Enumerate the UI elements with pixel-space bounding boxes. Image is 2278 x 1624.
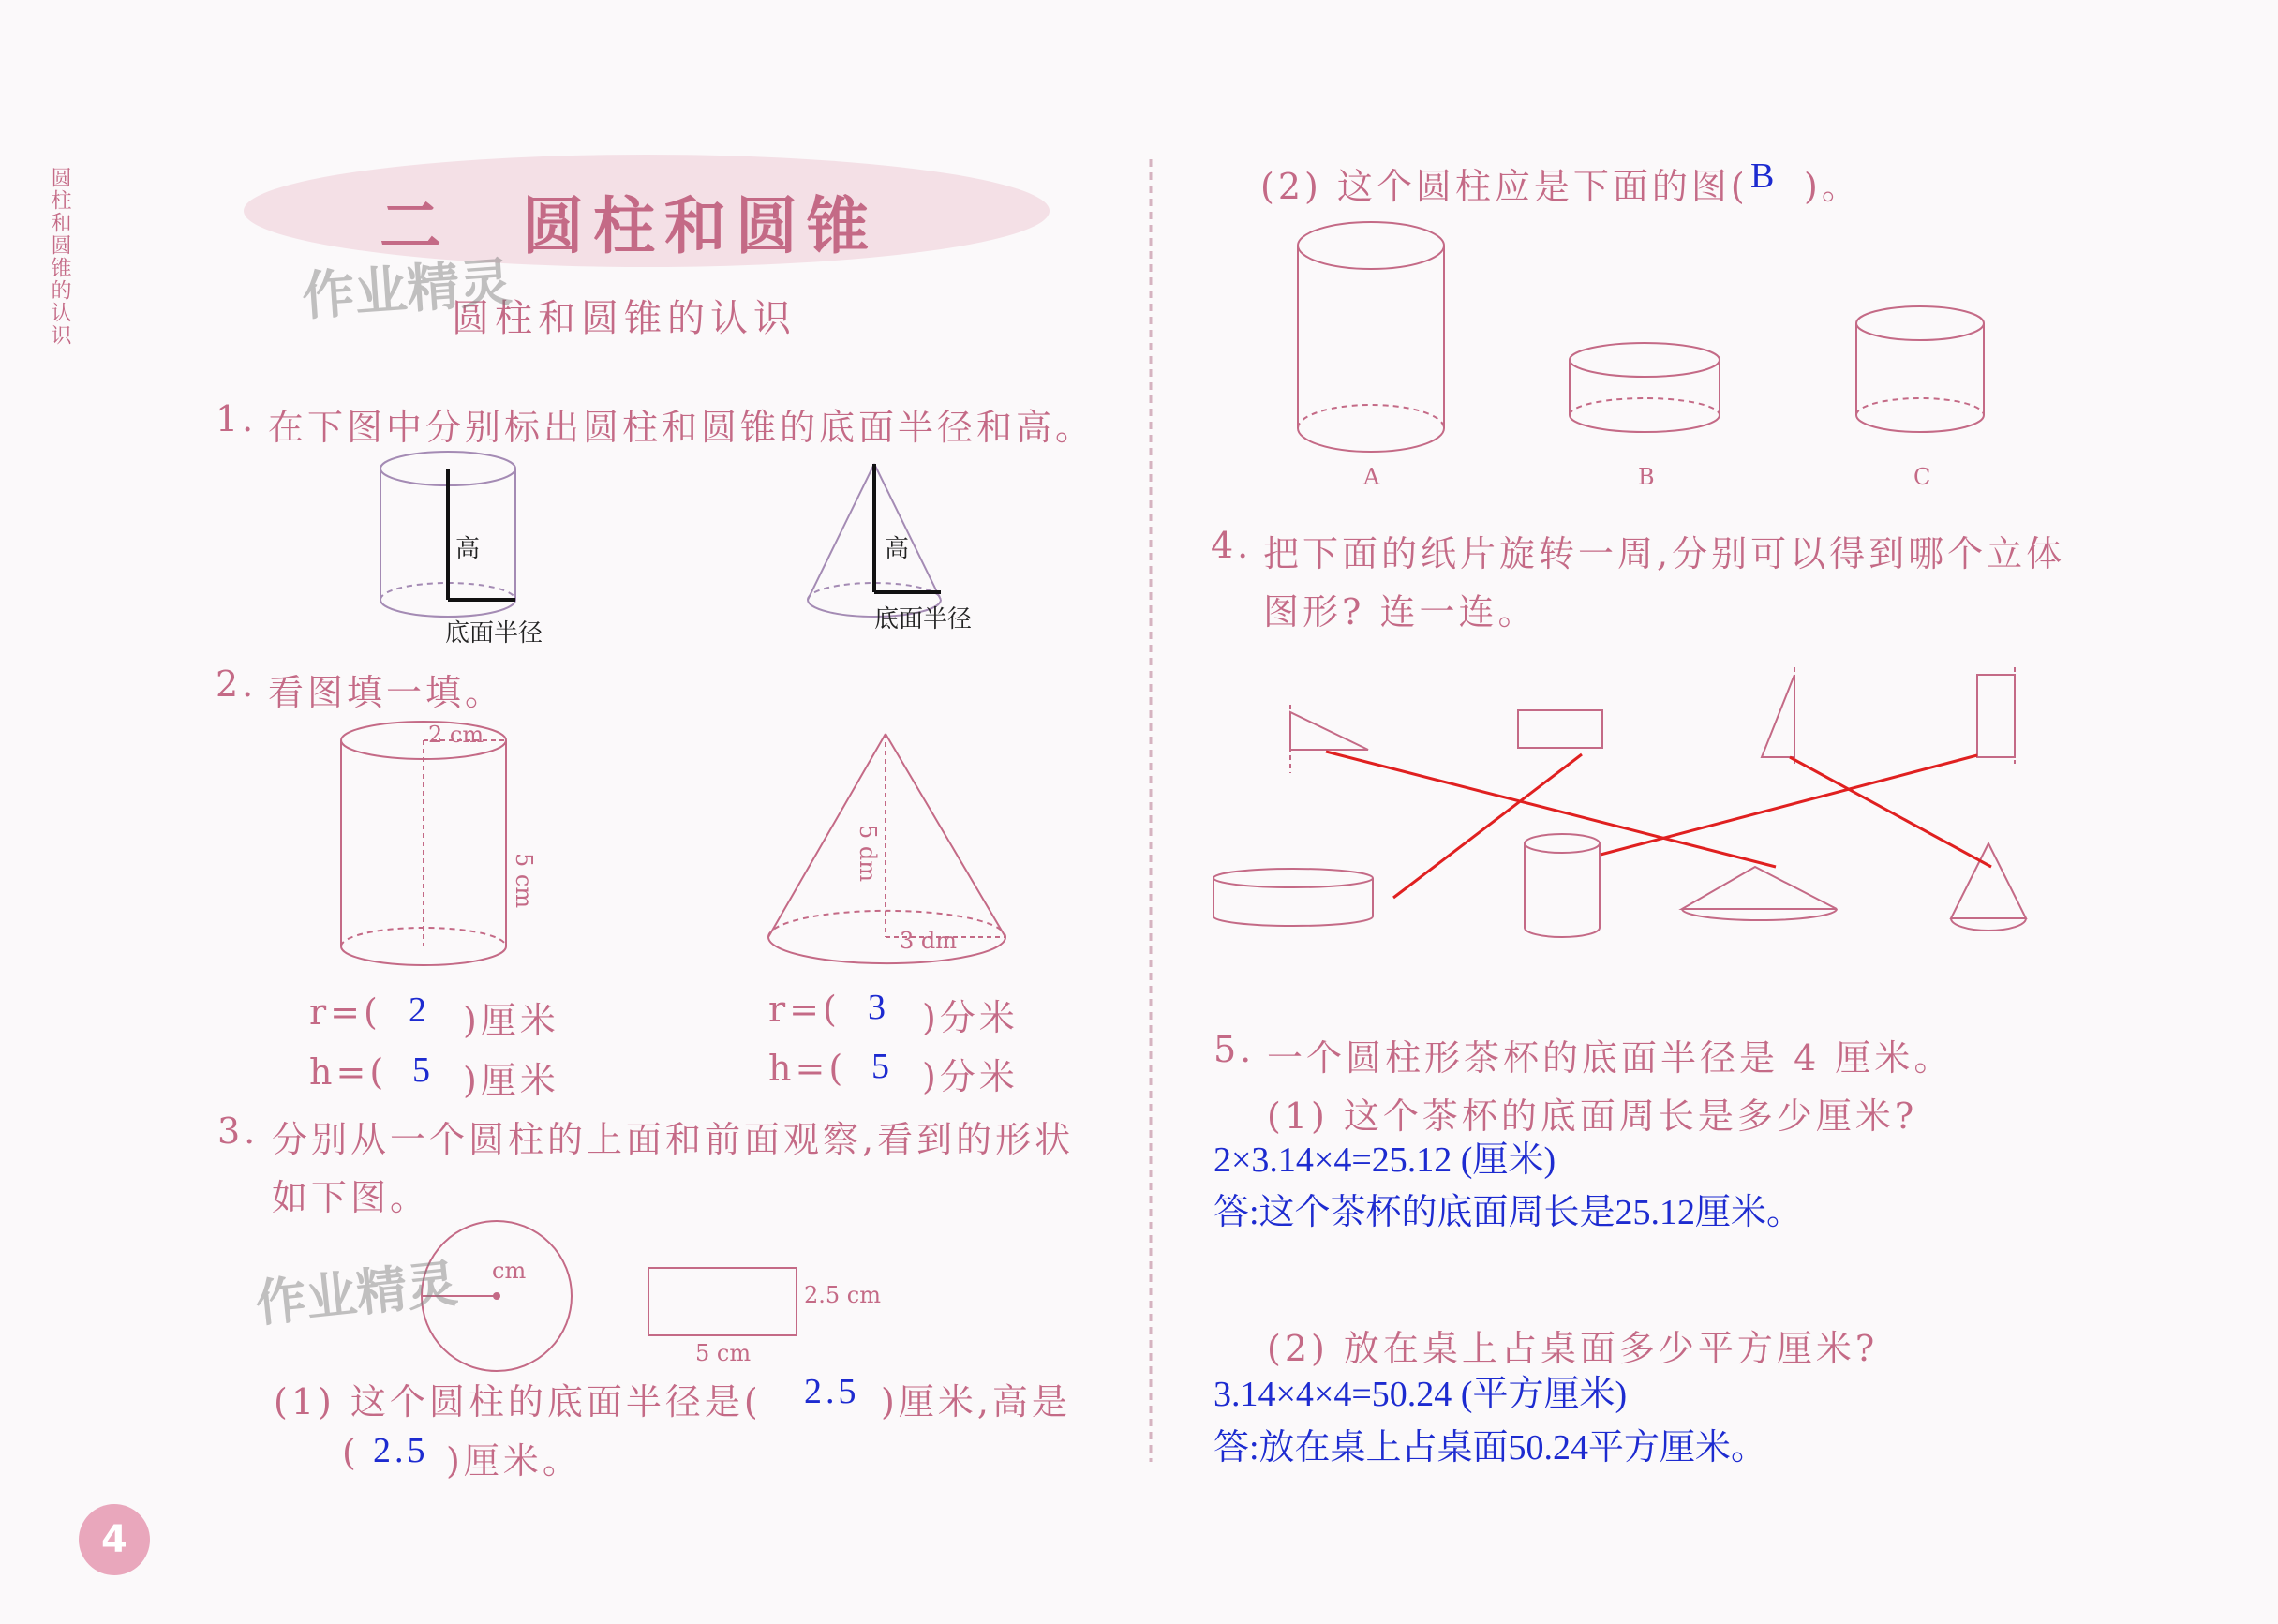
q5-text: 一个圆柱形茶杯的底面半径是 4 厘米。 — [1267, 1037, 1954, 1079]
q3-text-line1: 分别从一个圆柱的上面和前面观察,看到的形状 — [272, 1119, 1075, 1160]
q3-sub1-answer2: 2.5 — [373, 1431, 429, 1470]
q4-text-line2: 图形? 连一连。 — [1263, 591, 1538, 633]
q2-r2-suffix: )分米 — [922, 997, 1019, 1038]
q1-text: 在下图中分别标出圆柱和圆锥的底面半径和高。 — [268, 407, 1095, 448]
q4-answer-lines — [1326, 752, 1991, 898]
q3-number: 3. — [217, 1110, 260, 1152]
q3-sub2-a: (2) 这个圆柱应是下面的图( — [1260, 166, 1749, 207]
page-number: 4 — [101, 1518, 127, 1561]
q3-sub1-b: )厘米,高是 — [881, 1381, 1071, 1423]
q3-option-c: C — [1913, 464, 1931, 490]
q3-rect-bottom-label: 5 cm — [695, 1340, 752, 1366]
q1-cone-radius-label: 底面半径 — [874, 605, 973, 633]
q2-cyl-top-label: 2 cm — [428, 722, 484, 748]
q2-number: 2. — [216, 663, 258, 705]
q2-cone-base-label: 3 dm — [900, 928, 958, 954]
q3-sub1-answer1: 2.5 — [804, 1372, 860, 1411]
q3-sub2-b: )。 — [1804, 166, 1861, 207]
q2-h1-suffix: )厘米 — [463, 1060, 559, 1101]
q2-cone-side-label: 5 dm — [855, 825, 881, 883]
q5-sub2: (2) 放在桌上占桌面多少平方厘米? — [1267, 1328, 1879, 1369]
q2-h2-suffix: )分米 — [922, 1056, 1019, 1097]
q4-text-line1: 把下面的纸片旋转一周,分别可以得到哪个立体 — [1263, 533, 2066, 574]
q5-answer1: 答:这个茶杯的底面周长是25.12厘米。 — [1213, 1193, 1803, 1232]
q5-calc2: 3.14×4×4=50.24 (平方厘米) — [1213, 1375, 1628, 1414]
q1-cyl-height-label: 高 — [455, 535, 481, 563]
q3-option-b: B — [1638, 464, 1655, 490]
q3-text-line2: 如下图。 — [272, 1177, 430, 1218]
q5-calc1: 2×3.14×4=25.12 (厘米) — [1213, 1140, 1556, 1180]
q4-number: 4. — [1211, 525, 1253, 566]
q2-cylinder — [341, 722, 506, 965]
q4-shapes — [1290, 667, 2015, 773]
q2-r2-prefix: r=( — [768, 989, 841, 1030]
chapter-title: 二 圆柱和圆锥 — [380, 189, 878, 262]
q1-cyl-radius-label: 底面半径 — [445, 619, 543, 648]
watermark-top: 作业精灵 — [300, 252, 514, 328]
q3-sub2-answer: B — [1750, 156, 1779, 196]
q3-circle-label: cm — [492, 1258, 527, 1284]
q1-cone-height-label: 高 — [885, 535, 910, 563]
q2-h1-prefix: h=( — [309, 1051, 388, 1093]
q2-cyl-side-label: 5 cm — [511, 853, 537, 909]
q1-number: 1. — [216, 398, 258, 440]
q3-option-a: A — [1363, 464, 1380, 490]
q2-h2-answer: 5 — [871, 1047, 893, 1086]
q2-h1-answer: 5 — [412, 1050, 434, 1090]
watermark-bottom: 作业精灵 — [252, 1253, 461, 1334]
q2-h2-prefix: h=( — [768, 1048, 847, 1089]
q2-cone — [768, 734, 1005, 963]
q2-text: 看图填一填。 — [268, 672, 505, 713]
q3-rect-side-label: 2.5 cm — [804, 1282, 881, 1308]
q2-r1-suffix: )厘米 — [463, 1000, 559, 1041]
q3-sub1-d: )厘米。 — [446, 1440, 582, 1482]
q2-r2-answer: 3 — [868, 988, 889, 1027]
q5-number: 5. — [1213, 1029, 1256, 1070]
side-label: 圆柱和圆锥的认识 — [48, 167, 71, 347]
q3-sub1-c: ( — [342, 1432, 360, 1473]
q2-r1-answer: 2 — [409, 991, 430, 1030]
q3-sub1-a: (1) 这个圆柱的底面半径是( — [274, 1381, 762, 1423]
q5-sub1: (1) 这个茶杯的底面周长是多少厘米? — [1267, 1095, 1918, 1137]
section-title: 圆柱和圆锥的认识 — [452, 297, 797, 340]
q3-options — [1298, 222, 1984, 452]
q5-answer2: 答:放在桌上占桌面50.24平方厘米。 — [1213, 1428, 1767, 1468]
q2-r1-prefix: r=( — [309, 991, 381, 1033]
